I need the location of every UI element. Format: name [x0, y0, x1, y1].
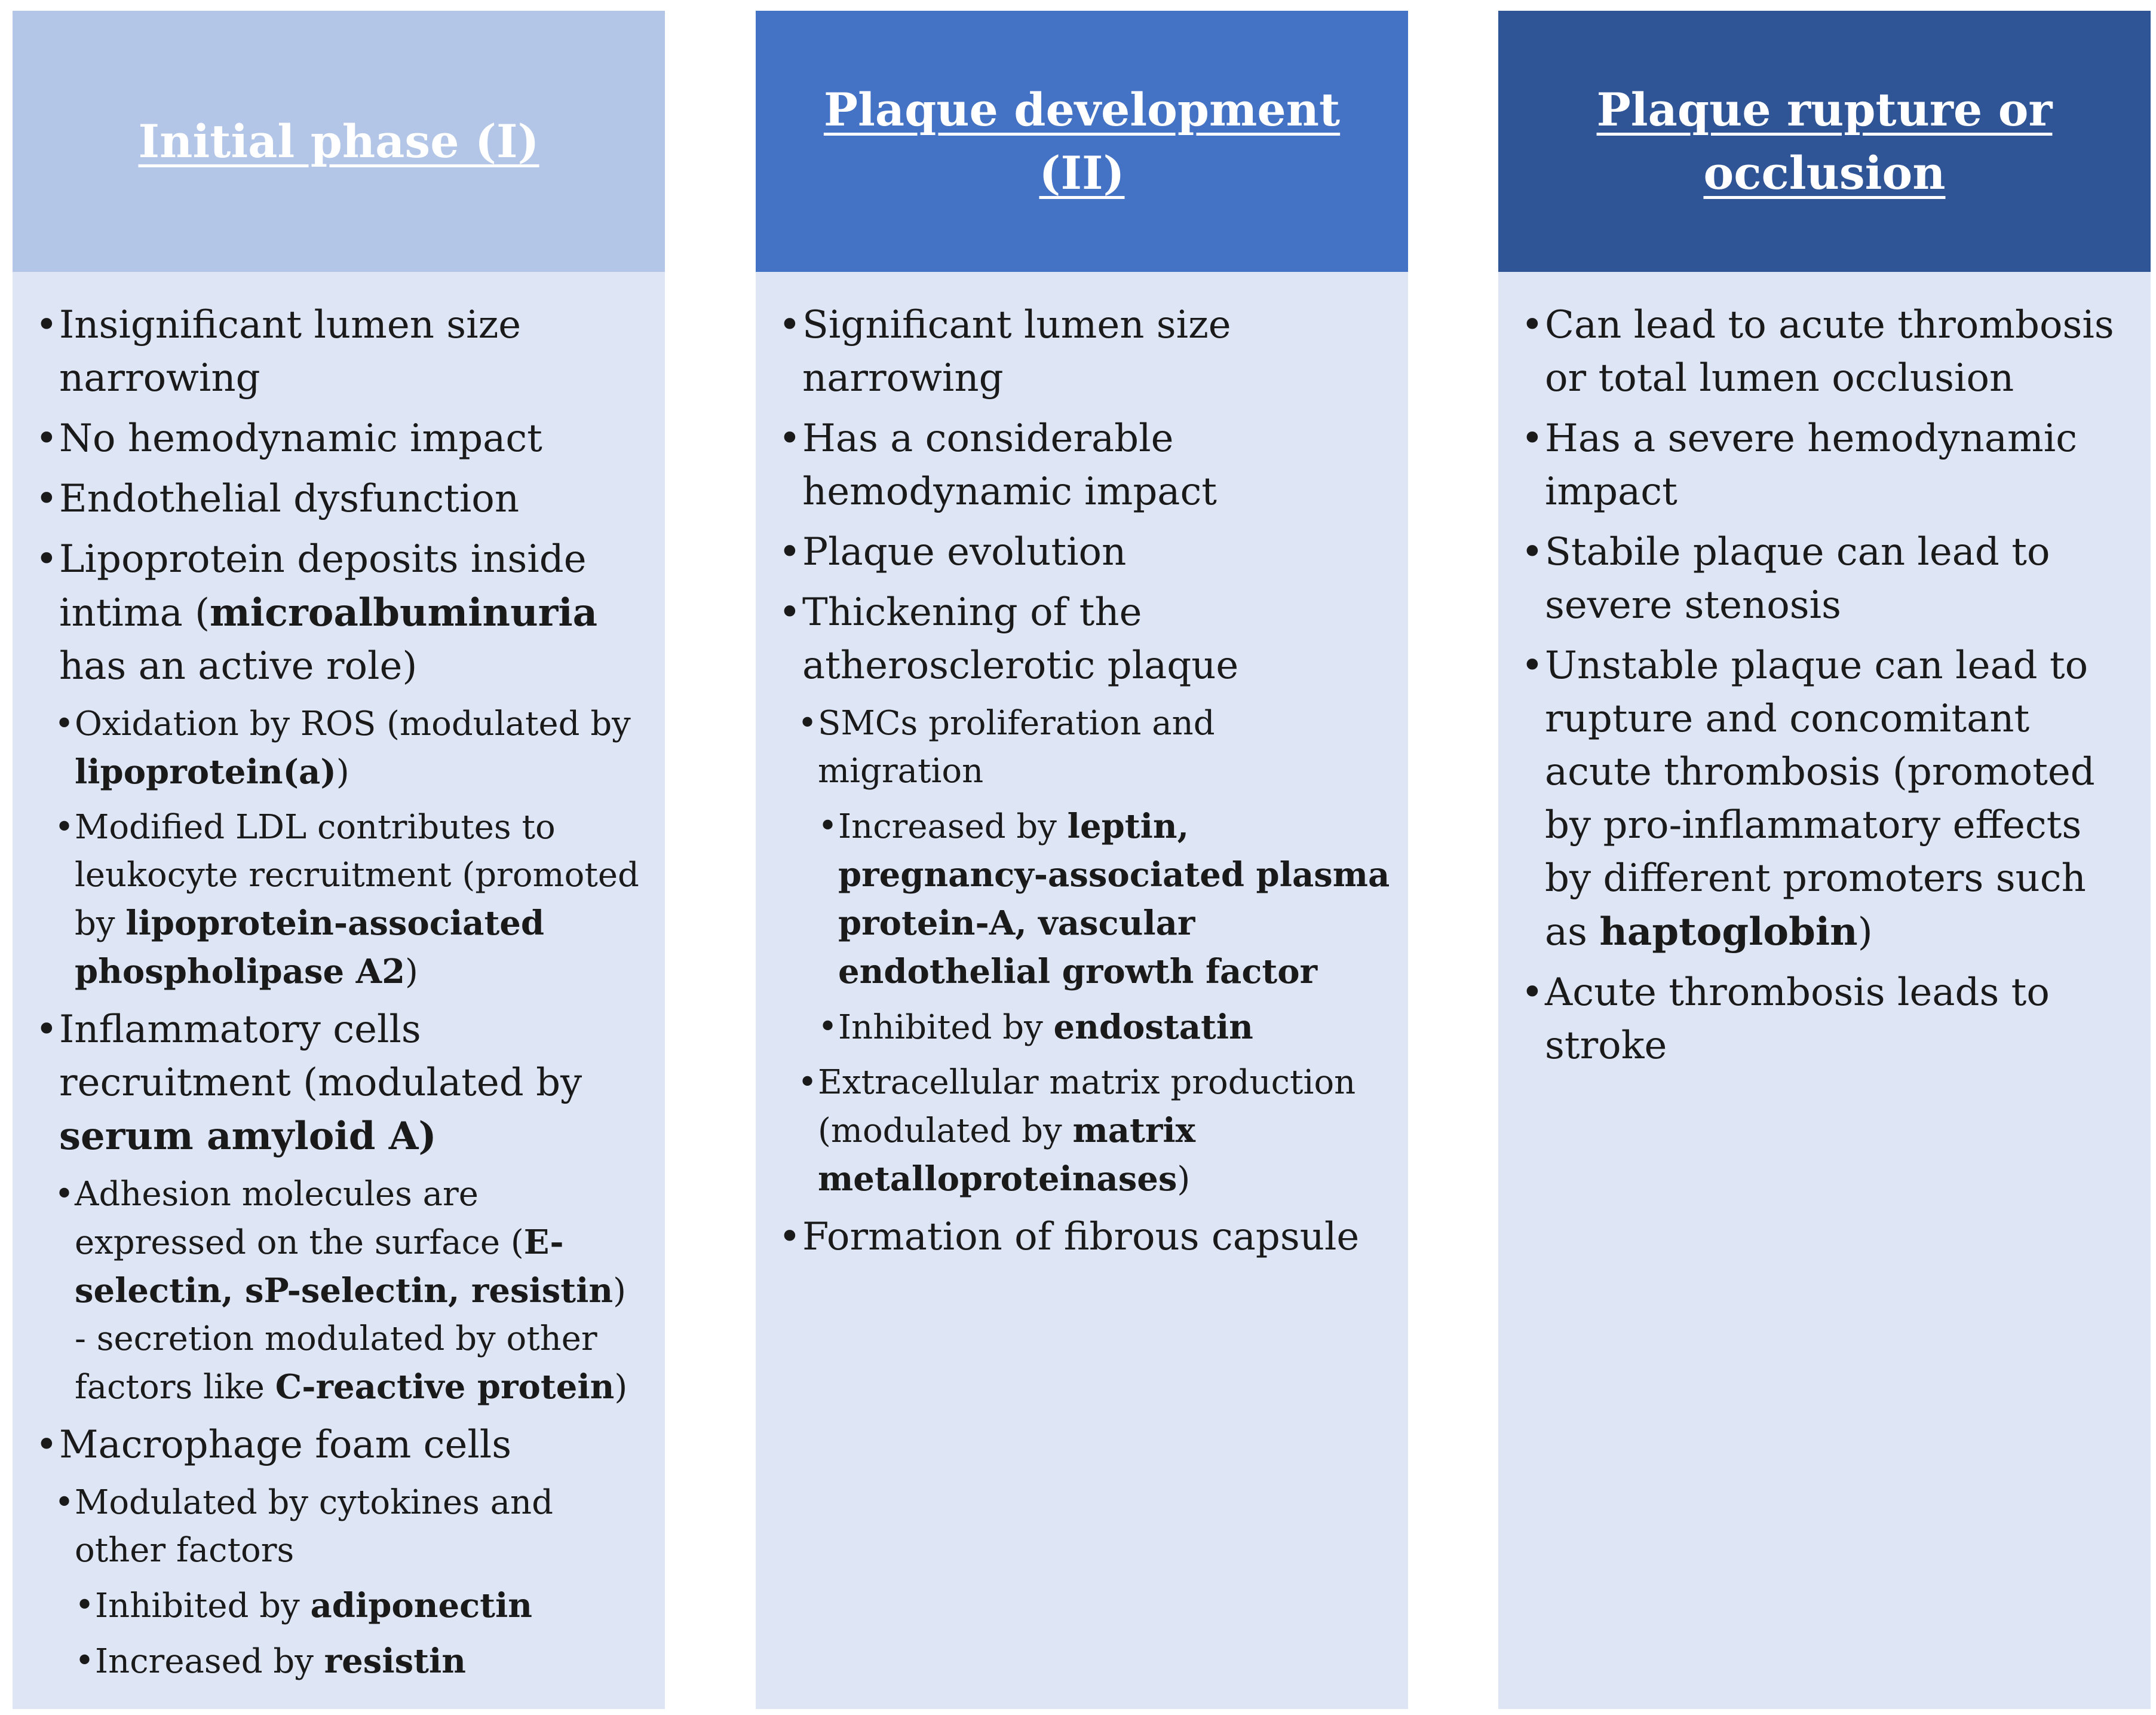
bullet-icon: •	[818, 807, 838, 846]
bold-term: adiponectin	[310, 1586, 533, 1625]
item-text: Modified LDL contributes to leukocyte recruitment (promoted by	[75, 808, 639, 943]
list-item	[777, 299, 1390, 405]
column-plaque-rupture	[1498, 11, 2151, 1709]
bold-term: matrix metalloproteinases	[818, 1111, 1196, 1199]
item-text: Insignificant lumen size narrowing	[59, 303, 522, 400]
item-text: Stabile plaque can lead to severe stenosis	[1545, 530, 2050, 627]
item-text: Plaque evolution	[802, 530, 1127, 574]
list-item	[54, 1479, 647, 1575]
bullet-icon: •	[1521, 530, 1544, 574]
bold-term: serum amyloid A)	[59, 1114, 437, 1159]
item-text: has an active role)	[59, 644, 418, 688]
list-item	[34, 299, 647, 405]
item-text: SMCs proliferation and migration	[818, 704, 1215, 791]
bullet-icon: •	[54, 808, 75, 847]
item-text: Has a considerable hemodynamic impact	[802, 416, 1217, 514]
item-text: ) - secretion modulated by other factors like	[75, 1272, 626, 1407]
bold-term: E-selectin, sP-selectin, resistin	[75, 1223, 614, 1310]
bullet-icon: •	[818, 1007, 838, 1046]
bold-term: leptin, pregnancy-associated plasma protein-A, vascular endothelial growth factor	[838, 807, 1390, 991]
bullet-icon: •	[75, 1586, 95, 1625]
column-header	[13, 11, 665, 272]
bullet-icon: •	[35, 416, 58, 461]
item-text: Inflammatory cells recruitment (modulated by	[59, 1007, 582, 1105]
list-item	[777, 412, 1390, 519]
item-text: Increased by	[838, 807, 1068, 846]
bullet-icon: •	[54, 1175, 75, 1214]
column-title: Initial phase (I)	[138, 114, 539, 168]
bold-term: endostatin	[1053, 1007, 1253, 1047]
item-text: )	[405, 953, 418, 991]
list-item	[34, 1003, 647, 1163]
bullet-icon: •	[35, 1423, 58, 1467]
item-text: Acute thrombosis leads to stroke	[1545, 970, 2050, 1068]
bullet-icon: •	[35, 537, 58, 581]
item-text: )	[336, 753, 349, 792]
bullet-icon: •	[798, 704, 818, 743]
list-item	[1520, 412, 2133, 519]
column-header	[756, 11, 1408, 272]
list-item	[777, 1211, 1390, 1264]
item-text: Inhibited by	[95, 1587, 311, 1625]
bold-term: haptoglobin	[1599, 909, 1858, 954]
list-item	[1520, 966, 2133, 1073]
item-text: Can lead to acute thrombosis or total lumen occlusion	[1545, 303, 2114, 400]
bullet-icon: •	[35, 477, 58, 521]
list-item	[34, 533, 647, 693]
list-item	[75, 1637, 647, 1686]
bullet-icon: •	[35, 1007, 58, 1052]
list-item	[818, 1003, 1390, 1052]
item-text: Significant lumen size narrowing	[802, 303, 1231, 400]
bullet-list	[1520, 299, 2133, 1073]
bullet-icon: •	[778, 303, 801, 347]
item-text: Lipoprotein deposits inside intima (	[59, 537, 587, 635]
list-item	[777, 526, 1390, 579]
bullet-icon: •	[778, 590, 801, 635]
list-item	[34, 1419, 647, 1472]
bullet-icon: •	[54, 1483, 75, 1522]
bullet-icon: •	[35, 303, 58, 347]
list-item	[798, 1059, 1390, 1203]
list-item	[54, 804, 647, 996]
list-item	[75, 1582, 647, 1630]
column-body	[1498, 272, 2151, 1709]
list-item	[54, 700, 647, 797]
list-item	[798, 700, 1390, 795]
bullet-icon: •	[778, 1215, 801, 1259]
bullet-icon: •	[798, 1063, 818, 1102]
column-title: Plaque rupture or occlusion	[1596, 82, 2053, 200]
bullet-list	[777, 299, 1390, 1264]
bold-term: resistin	[324, 1642, 466, 1681]
bold-term: lipoprotein-associated phospholipase A2	[75, 904, 545, 991]
column-body	[13, 272, 665, 1709]
bullet-icon: •	[778, 416, 801, 461]
column-plaque-development	[756, 11, 1408, 1709]
item-text: Modulated by cytokines and other factors	[75, 1483, 553, 1570]
item-text: Unstable plaque can lead to rupture and concomitant acute thrombosis (promoted by pro-inflammatory effects by different promoters such as	[1545, 644, 2095, 954]
column-title: Plaque development (II)	[823, 82, 1341, 200]
bold-term: microalbuminuria	[210, 590, 598, 635]
item-text: )	[1857, 910, 1873, 954]
bullet-icon: •	[778, 530, 801, 574]
item-text: Oxidation by ROS (modulated by	[75, 705, 631, 743]
column-initial-phase	[13, 11, 665, 1709]
column-body	[756, 272, 1408, 1709]
bullet-icon: •	[1521, 644, 1544, 688]
item-text: Thickening of the atherosclerotic plaque	[802, 590, 1239, 688]
list-item	[54, 1171, 647, 1411]
bullet-icon: •	[54, 705, 75, 743]
item-text: Endothelial dysfunction	[59, 477, 520, 521]
list-item	[1520, 526, 2133, 632]
bullet-icon: •	[1521, 416, 1544, 461]
bold-term: lipoprotein(a)	[75, 752, 336, 792]
bullet-icon: •	[75, 1642, 95, 1680]
item-text: Formation of fibrous capsule	[802, 1215, 1360, 1259]
item-text: Adhesion molecules are expressed on the surface (	[75, 1175, 524, 1262]
bullet-icon: •	[1521, 970, 1544, 1015]
list-item	[34, 412, 647, 466]
item-text: No hemodynamic impact	[59, 416, 542, 461]
item-text: Increased by	[95, 1642, 324, 1681]
bold-term: C-reactive protein	[275, 1367, 615, 1407]
bullet-list	[34, 299, 647, 1686]
item-text: Macrophage foam cells	[59, 1423, 512, 1467]
column-header	[1498, 11, 2151, 272]
item-text: )	[1177, 1160, 1191, 1199]
list-item	[777, 586, 1390, 693]
bullet-icon: •	[1521, 303, 1544, 347]
list-item	[818, 803, 1390, 996]
item-text: Has a severe hemodynamic impact	[1545, 416, 2078, 514]
item-text: Extracellular matrix production (modulated by	[818, 1063, 1356, 1150]
item-text: Inhibited by	[838, 1008, 1054, 1047]
list-item	[34, 473, 647, 526]
item-text: )	[614, 1368, 628, 1407]
list-item	[1520, 299, 2133, 405]
list-item	[1520, 639, 2133, 959]
